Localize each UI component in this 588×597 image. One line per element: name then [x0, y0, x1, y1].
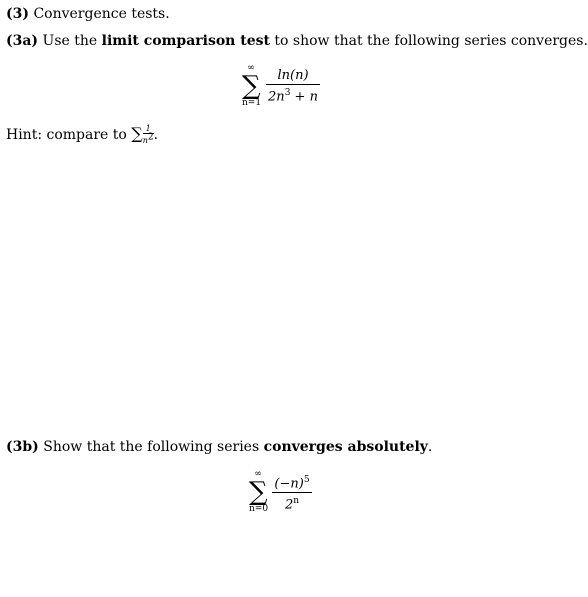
hint-sum: ∑ [131, 124, 143, 143]
problem-title: Convergence tests. [33, 6, 170, 22]
part-b-denominator: 2$^n$ [284, 496, 300, 513]
part-a-text-after: to show that the following series converges. [274, 33, 588, 49]
part-a-fraction [266, 68, 320, 104]
part-a-numerator: ln(n) [277, 68, 309, 83]
part-a-statement [6, 33, 588, 49]
part-a-label: (3a) [6, 33, 39, 49]
part-b-sigma: ∞ ∑ n=0 [249, 469, 269, 514]
fraction-bar [272, 492, 312, 493]
fraction-bar [266, 84, 320, 85]
part-b-label: (3b) [6, 439, 39, 455]
part-b-lower-limit: n=0 [249, 504, 269, 514]
part-b-bold: converges absolutely [263, 439, 428, 455]
part-a-bold: limit comparison test [101, 33, 270, 49]
part-a-lower-limit: n=1 [242, 98, 262, 108]
hint-suffix: . [153, 127, 159, 143]
part-a-denominator: $2n^3 + n$ [268, 88, 318, 105]
part-a-text-before: Use the [42, 33, 98, 49]
part-a-upper-limit: ∞ [247, 63, 255, 73]
problem-heading [6, 6, 170, 22]
part-b-text-after: . [427, 439, 433, 455]
hint-prefix: Hint: compare to [6, 127, 127, 143]
part-b-upper-limit: ∞ [254, 469, 262, 479]
part-b-fraction [272, 473, 312, 513]
problem-number: (3) [6, 6, 29, 22]
hint [6, 124, 158, 145]
part-b-numerator: $(-n)^5$ [274, 475, 310, 492]
part-b-text-before: Show that the following series [43, 439, 260, 455]
part-a-sigma: ∞ ∑ n=1 [242, 63, 262, 108]
part-b-statement [6, 439, 432, 455]
hint-fraction: $\frac{1}{n^2}$ [142, 123, 154, 146]
